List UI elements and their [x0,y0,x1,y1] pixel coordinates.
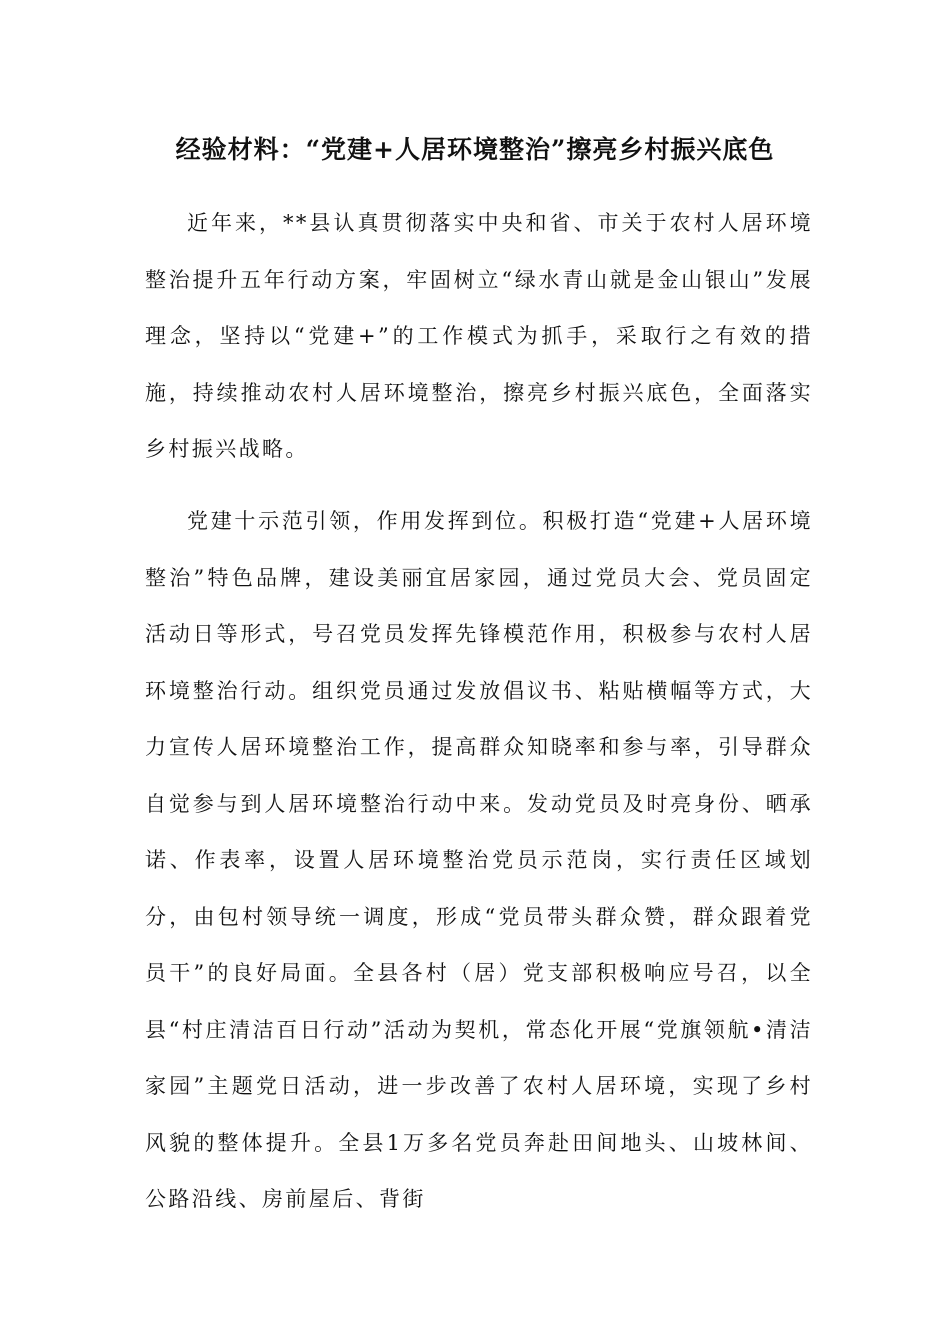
paragraph-intro: 近年来，**县认真贯彻落实中央和省、市关于农村人居环境整治提升五年行动方案，牢固树立“绿水青山就是金山银山”发展理念，坚持以“党建+”的工作模式为抓手，采取行之有效的措施，持续推动农村人居环境整治，擦亮乡村振兴底色，全面落实乡村振兴战略。 [145,211,813,461]
paragraph-party-building: 党建十示范引领，作用发挥到位。积极打造“党建+人居环境整治”特色品牌，建设美丽宜居家园，通过党员大会、党员固定活动日等形式，号召党员发挥先锋模范作用，积极参与农村人居环境整治行动。组织党员通过发放倡议书、粘贴横幅等方式，大力宣传人居环境整治工作，提高群众知晓率和参与率，引导群众自觉参与到人居环境整治行动中来。发动党员及时亮身份、晒承诺、作表率，设置人居环境整治党员示范岗，实行责任区域划分，由包村领导统一调度，形成“党员带头群众赞，群众跟着党员干”的良好局面。全县各村（居）党支部积极响应号召，以全县“村庄清洁百日行动”活动为契机，常态化开展“党旗领航•清洁家园”主题党日活动，进一步改善了农村人居环境，实现了乡村风貌的整体提升。全县1万多名党员奔赴田间地头、山坡林间、公路沿线、房前屋后、背街 [145,509,813,1211]
document-title: 经验材料：“党建+人居环境整治”擦亮乡村振兴底色 [175,135,775,164]
